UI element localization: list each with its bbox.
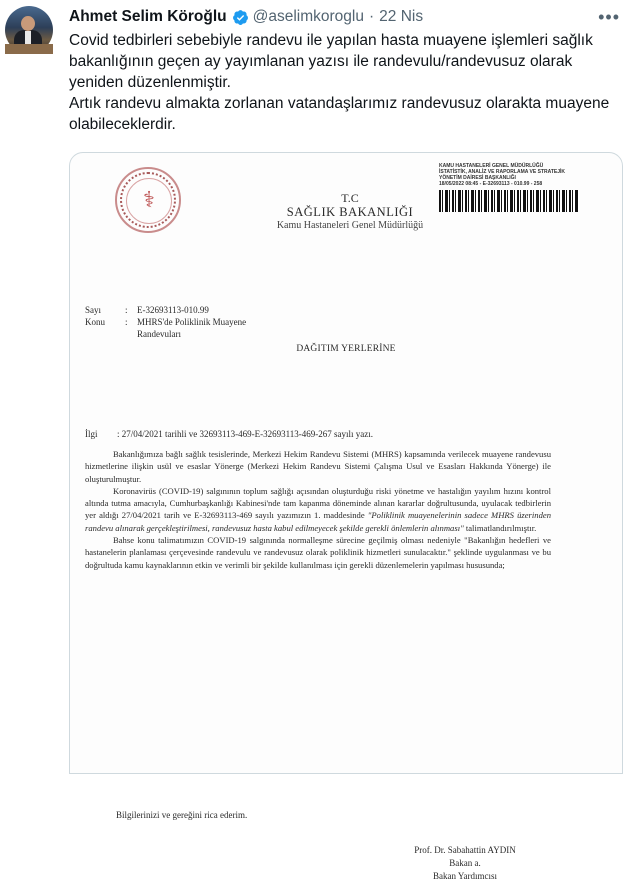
official-document: [70, 153, 622, 881]
more-options-icon[interactable]: •••: [598, 7, 620, 27]
konu-row: [85, 316, 246, 328]
body-paragraph-3: Bahse konu talimatımızın COVID-19 salgınında normalleşme sürecine geçilmiş olması nedeniyle "Bakanlığın hedefleri ve hastanelerin planlaması çerçevesinde randevulu ve randevusuz olarak poliklinik hizmetleri sunulacaktır." şeklinde uygulanması ve bu doğrultuda kamu kaynaklarının etkin ve verimli bir şekilde kullanılması için gerekli düzenlemelerin yapılması hususunda;: [85, 535, 551, 570]
barcode-icon: [439, 190, 579, 212]
ilgi-value: : 27/04/2021 tarihli ve 32693113-469-E-32693113-469-267 sayılı yazı.: [117, 429, 374, 439]
ministry-seal-icon: [115, 167, 181, 233]
body-paragraph-1: Bakanlığımıza bağlı sağlık tesislerinde, Merkezi Hekim Randevu Sistemi (MHRS) kapsamında verilecek muayene randevusu hizmetlerine ilişkin usül ve esaslar Yönerge (Merkezi Hekim Randevu Sistemi Çalışma Usul ve Esasları Hakkında Yönerge) ile oluşturulmuştur.: [85, 449, 551, 484]
konu-value-2: Randevuları: [137, 329, 181, 339]
tweet-paragraph-1: Covid tedbirleri sebebiyle randevu ile yapılan hasta muayene işlemleri sağlık bakanlığının geçen ay yayımlanan yazısı ile randevulu/randevusuz olarak yeniden düzenlenmiştir.: [69, 32, 593, 91]
body-paragraph-2-a: Koronavirüs (COVID-19) salgınının toplum sağlığı açısından oluşturduğu riski yönetme ve hastalığın yayılım hızını kontrol altında tutma amacıyla, Cumhurbaşkanlığı Kabinesi'nde tam kapanma döneminde alınan kararlar doğrultusunda, uyulacak tedbirlerin yer aldığı 27/04/2021 tarih ve E-32693113-469 sayılı yazımızın 1. maddesinde: [85, 485, 551, 521]
sayi-colon: :: [125, 305, 128, 315]
letterhead-department: Kamu Hastaneleri Genel Müdürlüğü: [276, 220, 424, 231]
letterhead-tc: T.C: [341, 191, 359, 205]
caduceus-icon: ⚕: [143, 187, 155, 212]
konu-label: Konu: [85, 317, 105, 327]
barcode-line-2: İSTATİSTİK, ANALİZ VE RAPORLAMA VE STRATEJİK: [439, 169, 566, 175]
body-paragraph-2-quote: "Poliklinik muayenelerinin sadece MHRS üzerinden randevu alınarak gerçekleştirilmesi, randevusuz hasta kabul edilmeyecek şekilde gerekli önlemlerin alınması": [85, 510, 551, 533]
avatar-figure-head: [21, 16, 35, 31]
author-handle[interactable]: @aselimkoroglu: [252, 8, 364, 25]
sayi-label: Sayı: [85, 305, 102, 315]
barcode-line-3: YÖNETİM DAİRESİ BAŞKANLIĞI: [439, 175, 516, 181]
verified-badge-icon: [232, 9, 249, 26]
document-barcode-block: [439, 163, 589, 212]
barcode-line-4: 18/05/2022 08:45 - E-32693113 - 010.99 - 258: [439, 181, 543, 187]
signature-name: Prof. Dr. Sabahattin AYDIN: [414, 845, 516, 855]
document-body: [85, 448, 551, 571]
tweet-header: [69, 6, 630, 28]
tweet-text: [69, 30, 629, 135]
sayi-value: E-32693113-010.99: [137, 305, 209, 315]
tweet-paragraph-2: Artık randevu almakta zorlanan vatandaşlarımız randevusuz olarakta muayene olabileceklerdir.: [69, 95, 610, 133]
separator-dot: ·: [368, 8, 375, 25]
body-paragraph-2-b: talimatlandırılmıştır.: [463, 522, 537, 533]
sayi-row: [85, 304, 246, 316]
letterhead-ministry: SAĞLIK BAKANLIĞI: [286, 205, 414, 219]
ilgi-label: İlgi: [85, 429, 98, 439]
signature-title: Bakan Yardımcısı: [433, 871, 497, 881]
konu-value-1: MHRS'de Poliklinik Muayene: [137, 317, 247, 327]
avatar[interactable]: [5, 6, 53, 54]
konu-row-2: [85, 328, 246, 340]
avatar-desk: [5, 44, 53, 54]
konu-colon: :: [125, 317, 128, 327]
document-meta: [85, 304, 246, 340]
distribution-heading: DAĞITIM YERLERİNE: [296, 344, 396, 354]
tweet-date[interactable]: 22 Nis: [379, 8, 424, 25]
ilgi-row: [85, 429, 373, 439]
author-name[interactable]: Ahmet Selim Köroğlu: [69, 8, 227, 25]
document-closing: Bilgilerinizi ve gereğini rica ederim.: [116, 810, 248, 820]
signature-line-2: Bakan a.: [449, 858, 481, 868]
barcode-line-1: KAMU HASTANELERİ GENEL MÜDÜRLÜĞÜ: [439, 163, 544, 169]
tweet-media-image[interactable]: [69, 152, 623, 881]
avatar-figure-shirt: [25, 31, 31, 45]
body-paragraph-2: [85, 485, 551, 534]
document-signature: [390, 844, 540, 883]
